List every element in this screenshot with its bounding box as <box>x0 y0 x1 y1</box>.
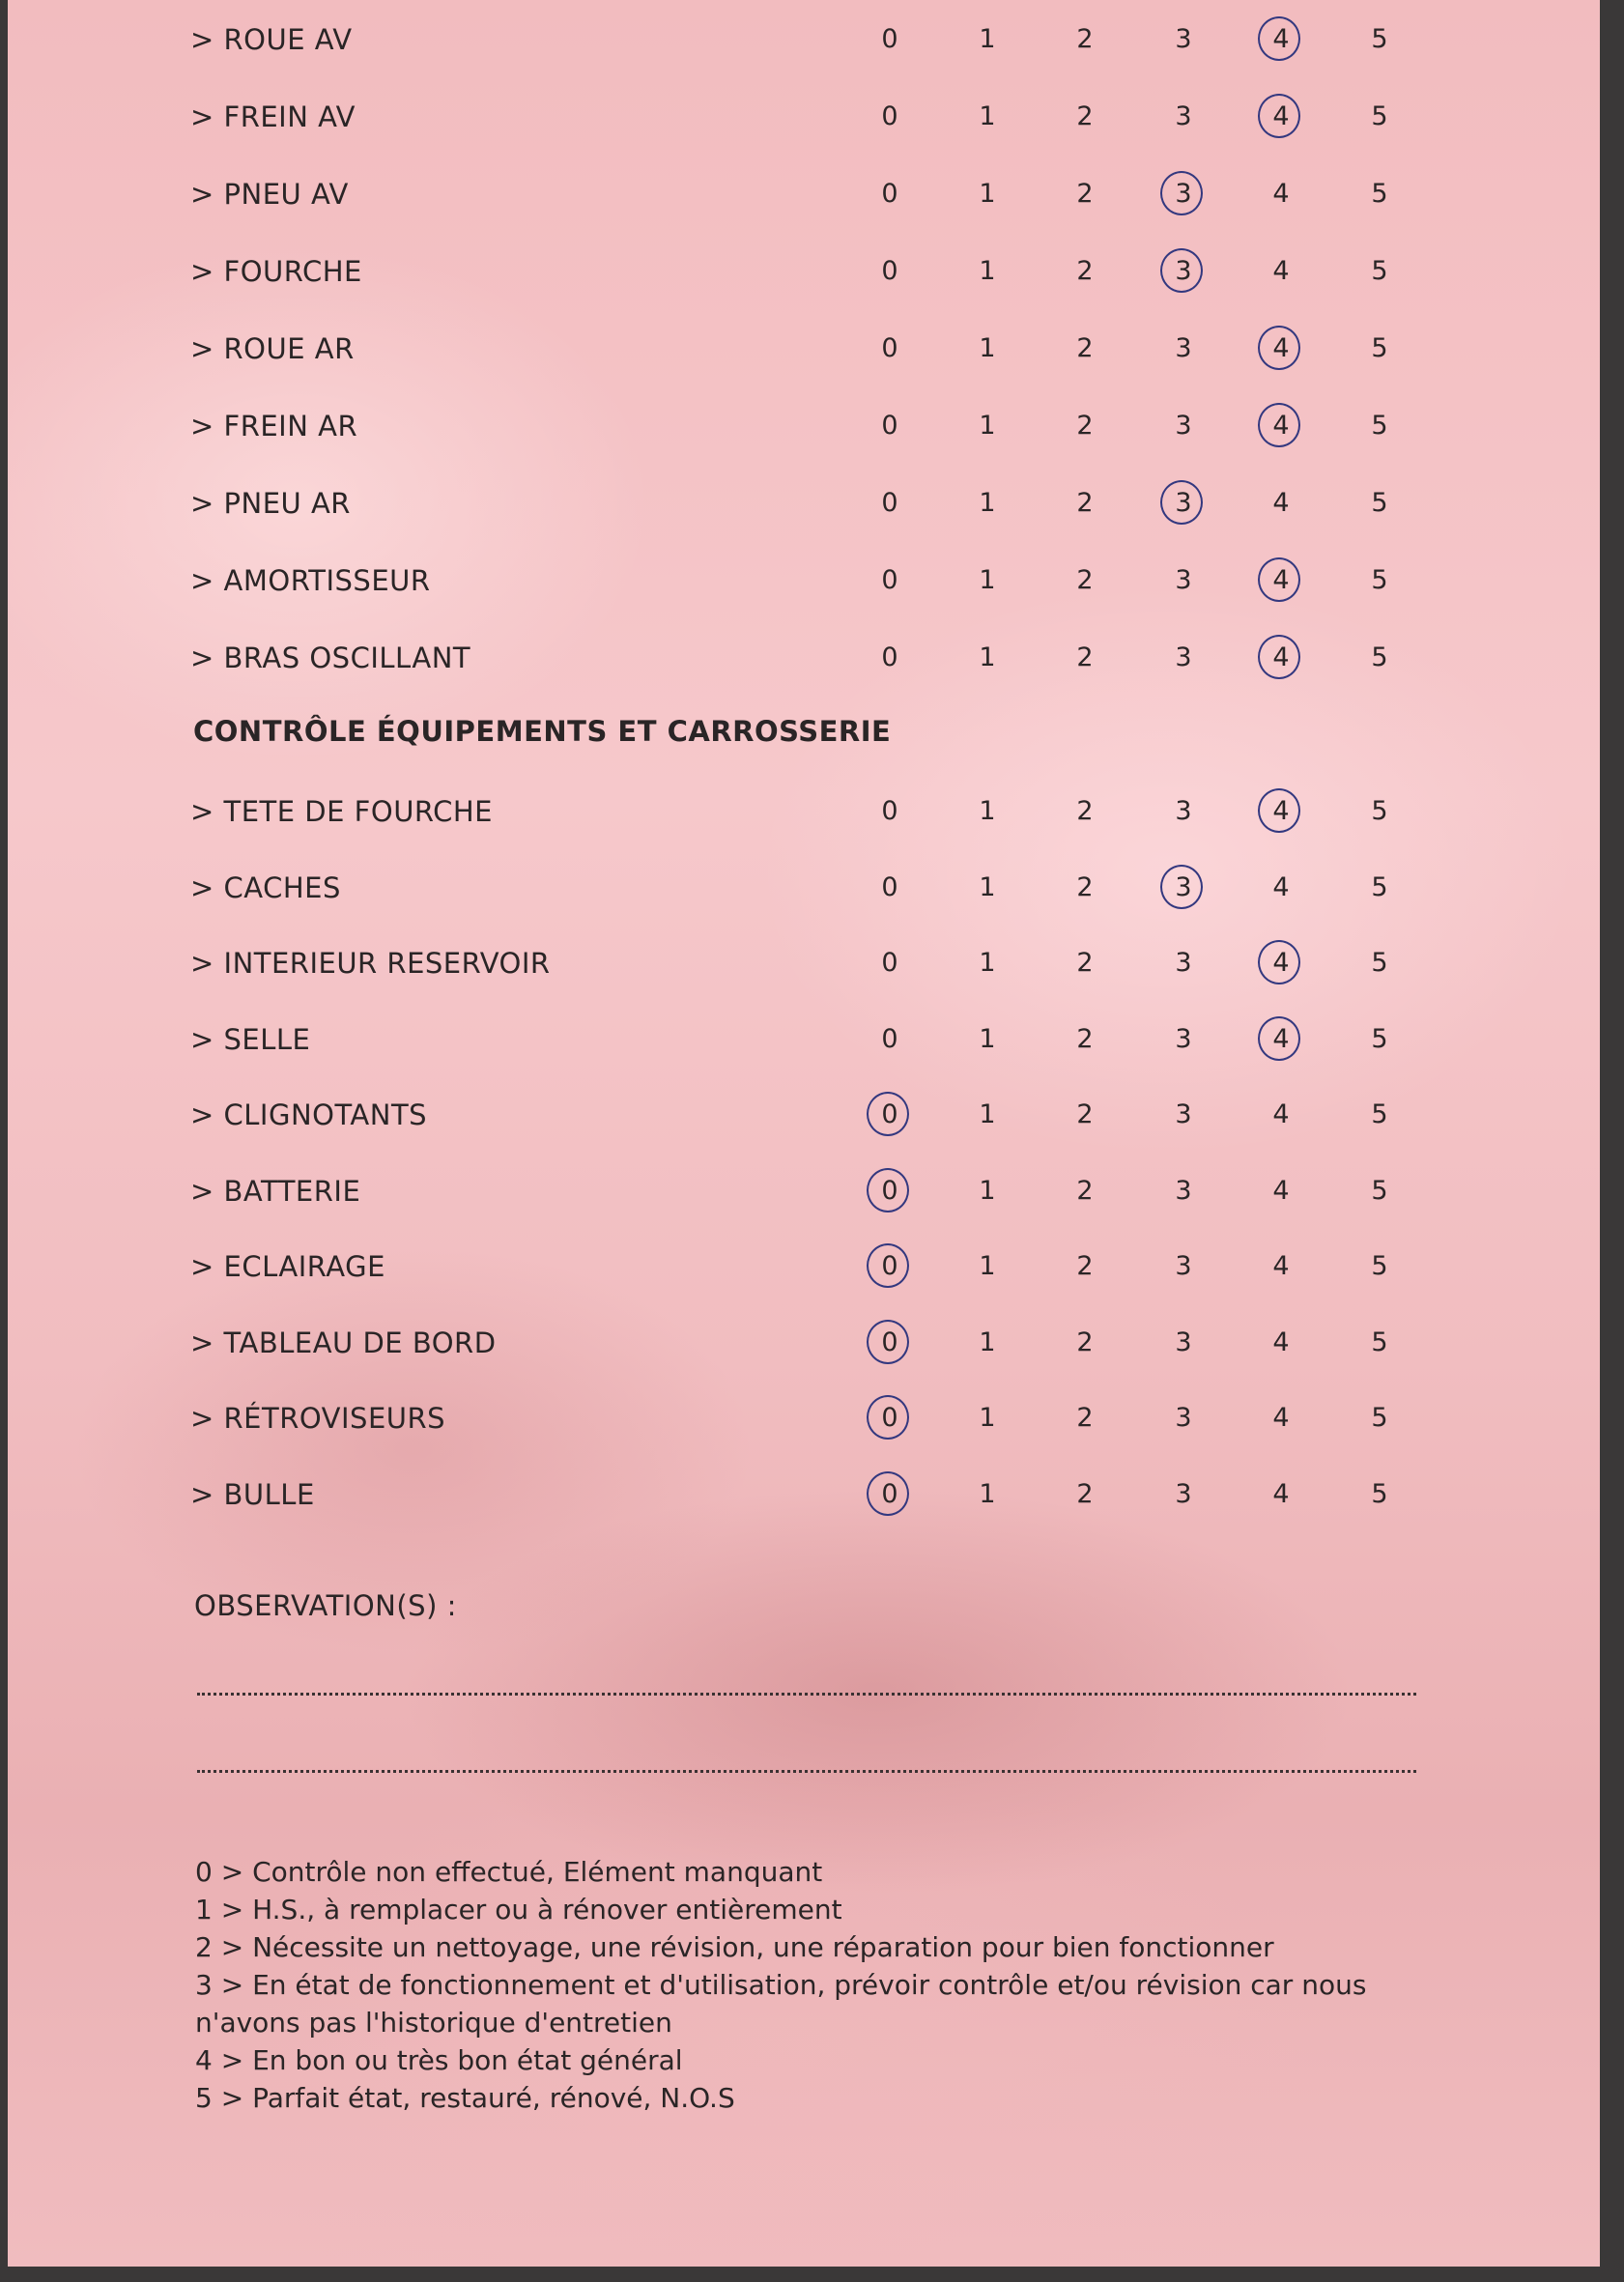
score-option[interactable]: 0 <box>881 796 898 826</box>
score-option-selected[interactable]: 4 <box>1262 409 1300 443</box>
score-option[interactable]: 0 <box>881 256 898 286</box>
score-option[interactable]: 5 <box>1371 948 1388 978</box>
score-option[interactable]: 0 <box>881 24 898 54</box>
score-option-selected[interactable]: 0 <box>870 1477 909 1512</box>
score-option[interactable]: 0 <box>881 488 898 518</box>
score-option[interactable]: 5 <box>1371 488 1388 518</box>
score-option[interactable]: 1 <box>979 1326 996 1357</box>
score-option-selected[interactable]: 4 <box>1262 1022 1300 1057</box>
score-option[interactable]: 2 <box>1076 871 1094 902</box>
score-option[interactable]: 4 <box>1272 179 1290 209</box>
legend-item-2: 2 > Nécessite un nettoyage, une révision, une réparation pour bien fonctionner <box>195 1931 1274 1963</box>
score-option[interactable]: 5 <box>1371 1175 1388 1206</box>
score-option[interactable]: 4 <box>1272 256 1290 286</box>
legend <box>195 1853 1432 2117</box>
score-option[interactable]: 1 <box>979 411 996 441</box>
score-option[interactable]: 1 <box>979 565 996 595</box>
score-option[interactable]: 2 <box>1076 565 1094 595</box>
score-option[interactable]: 1 <box>979 948 996 978</box>
rating-row <box>8 22 1600 71</box>
score-option[interactable]: 1 <box>979 1023 996 1054</box>
score-option-selected[interactable]: 4 <box>1262 794 1300 829</box>
rating-row <box>8 100 1600 148</box>
score-option[interactable]: 5 <box>1371 101 1388 131</box>
score-option[interactable]: 2 <box>1076 1326 1094 1357</box>
score-option[interactable]: 2 <box>1076 1403 1094 1433</box>
score-option[interactable]: 3 <box>1175 24 1192 54</box>
score-option[interactable]: 3 <box>1175 1175 1192 1206</box>
score-option-selected[interactable]: 3 <box>1164 870 1203 905</box>
score-option[interactable]: 3 <box>1175 565 1192 595</box>
score-option-selected[interactable]: 4 <box>1262 641 1300 675</box>
score-option[interactable]: 2 <box>1076 1023 1094 1054</box>
score-option[interactable]: 1 <box>979 1478 996 1509</box>
score-option-selected[interactable]: 4 <box>1262 946 1300 981</box>
score-option[interactable]: 2 <box>1076 488 1094 518</box>
score-option[interactable]: 3 <box>1175 948 1192 978</box>
score-option[interactable]: 0 <box>881 333 898 363</box>
score-option[interactable]: 4 <box>1272 488 1290 518</box>
score-option[interactable]: 2 <box>1076 1175 1094 1206</box>
section-title: CONTRÔLE ÉQUIPEMENTS ET CARROSSERIE <box>193 715 892 748</box>
row-label: > CACHES <box>190 870 341 904</box>
row-label: > BULLE <box>190 1477 315 1511</box>
score-option-selected[interactable]: 0 <box>870 1174 909 1209</box>
row-label: > FREIN AR <box>190 410 358 442</box>
score-option[interactable]: 1 <box>979 488 996 518</box>
row-label: > FOURCHE <box>190 255 362 288</box>
score-option-selected[interactable]: 4 <box>1262 563 1300 598</box>
score-option[interactable]: 4 <box>1272 1175 1290 1206</box>
score-option[interactable]: 4 <box>1272 1326 1290 1357</box>
score-option[interactable]: 1 <box>979 179 996 209</box>
rating-row <box>8 1174 1600 1222</box>
score-option[interactable]: 0 <box>881 179 898 209</box>
score-option[interactable]: 1 <box>979 1099 996 1129</box>
score-option[interactable]: 5 <box>1371 411 1388 441</box>
row-label: > TABLEAU DE BORD <box>190 1326 497 1359</box>
score-option[interactable]: 5 <box>1371 1326 1388 1357</box>
rating-row <box>8 1401 1600 1449</box>
rating-row <box>8 1022 1600 1070</box>
score-option[interactable]: 3 <box>1175 1478 1192 1509</box>
score-option[interactable]: 5 <box>1371 871 1388 902</box>
row-label: > AMORTISSEUR <box>190 564 431 597</box>
score-option[interactable]: 3 <box>1175 411 1192 441</box>
score-option[interactable]: 2 <box>1076 101 1094 131</box>
score-option[interactable]: 4 <box>1272 1403 1290 1433</box>
score-option[interactable]: 2 <box>1076 796 1094 826</box>
score-option-selected[interactable]: 4 <box>1262 331 1300 366</box>
score-option[interactable]: 1 <box>979 642 996 672</box>
score-option[interactable]: 2 <box>1076 411 1094 441</box>
score-option[interactable]: 3 <box>1175 796 1192 826</box>
score-option[interactable]: 5 <box>1371 642 1388 672</box>
score-option[interactable]: 5 <box>1371 1099 1388 1129</box>
rating-row <box>8 1249 1600 1298</box>
row-label: > ROUE AR <box>190 332 355 365</box>
score-option[interactable]: 2 <box>1076 24 1094 54</box>
score-option[interactable]: 0 <box>881 565 898 595</box>
observation-label: OBSERVATION(S) : <box>194 1589 457 1622</box>
score-option[interactable]: 0 <box>881 411 898 441</box>
row-label: > FREIN AV <box>190 100 356 133</box>
score-option[interactable]: 3 <box>1175 1099 1192 1129</box>
row-label: > RÉTROVISEURS <box>190 1402 446 1435</box>
score-option[interactable]: 5 <box>1371 796 1388 826</box>
score-option[interactable]: 4 <box>1272 871 1290 902</box>
score-option[interactable]: 3 <box>1175 1403 1192 1433</box>
legend-item-3: 3 > En état de fonctionnement et d'utilisation, prévoir contrôle et/ou révision car nous n'avons pas l'historique d'entretien <box>195 1969 1367 2039</box>
score-option-selected[interactable]: 3 <box>1164 254 1203 289</box>
row-label: > SELLE <box>190 1022 311 1056</box>
evaluation-sheet <box>8 0 1600 2267</box>
score-option[interactable]: 3 <box>1175 1023 1192 1054</box>
score-option[interactable]: 2 <box>1076 1251 1094 1281</box>
score-option-selected[interactable]: 3 <box>1164 486 1203 521</box>
rating-row <box>8 1477 1600 1526</box>
score-option[interactable]: 2 <box>1076 948 1094 978</box>
rating-row <box>8 486 1600 534</box>
score-option[interactable]: 3 <box>1175 1326 1192 1357</box>
score-option[interactable]: 1 <box>979 796 996 826</box>
score-option[interactable]: 2 <box>1076 642 1094 672</box>
rating-row <box>8 177 1600 225</box>
rating-row <box>8 331 1600 380</box>
rating-row <box>8 794 1600 842</box>
rating-row <box>8 641 1600 689</box>
score-option[interactable]: 1 <box>979 1175 996 1206</box>
legend-item-4: 4 > En bon ou très bon état général <box>195 2044 683 2076</box>
observation-line-1[interactable] <box>197 1693 1416 1696</box>
score-option[interactable]: 0 <box>881 871 898 902</box>
score-option[interactable]: 3 <box>1175 642 1192 672</box>
row-label: > BATTERIE <box>190 1174 361 1208</box>
score-option-selected[interactable]: 4 <box>1262 100 1300 134</box>
score-option[interactable]: 5 <box>1371 333 1388 363</box>
rating-row <box>8 946 1600 994</box>
score-option-selected[interactable]: 0 <box>870 1326 909 1360</box>
score-option[interactable]: 2 <box>1076 333 1094 363</box>
rating-row <box>8 1098 1600 1146</box>
score-option-selected[interactable]: 4 <box>1262 22 1300 57</box>
score-option[interactable]: 1 <box>979 101 996 131</box>
row-label: > INTERIEUR RESERVOIR <box>190 947 551 980</box>
score-option[interactable]: 4 <box>1272 1478 1290 1509</box>
score-option[interactable]: 5 <box>1371 1251 1388 1281</box>
score-option[interactable]: 2 <box>1076 179 1094 209</box>
row-label: > PNEU AR <box>190 487 351 520</box>
score-option[interactable]: 1 <box>979 333 996 363</box>
score-option[interactable]: 5 <box>1371 1403 1388 1433</box>
score-option-selected[interactable]: 0 <box>870 1401 909 1436</box>
score-option-selected[interactable]: 0 <box>870 1098 909 1132</box>
score-option[interactable]: 5 <box>1371 565 1388 595</box>
row-label: > PNEU AV <box>190 178 349 211</box>
rating-row <box>8 254 1600 302</box>
score-option[interactable]: 5 <box>1371 256 1388 286</box>
score-option[interactable]: 5 <box>1371 1478 1388 1509</box>
score-option[interactable]: 3 <box>1175 101 1192 131</box>
rating-row <box>8 563 1600 612</box>
observation-line-2[interactable] <box>197 1770 1416 1773</box>
legend-item-5: 5 > Parfait état, restauré, rénové, N.O.S <box>195 2082 735 2114</box>
rating-row <box>8 1326 1600 1374</box>
row-label: > ECLAIRAGE <box>190 1250 385 1283</box>
score-option[interactable]: 5 <box>1371 179 1388 209</box>
score-option[interactable]: 1 <box>979 871 996 902</box>
score-option[interactable]: 4 <box>1272 1099 1290 1129</box>
score-option[interactable]: 0 <box>881 1023 898 1054</box>
row-label: > CLIGNOTANTS <box>190 1098 428 1131</box>
row-label: > ROUE AV <box>190 23 353 56</box>
score-option[interactable]: 2 <box>1076 1099 1094 1129</box>
score-option[interactable]: 2 <box>1076 1478 1094 1509</box>
legend-item-0: 0 > Contrôle non effectué, Elément manquant <box>195 1856 823 1888</box>
score-option[interactable]: 0 <box>881 642 898 672</box>
row-label: > TETE DE FOURCHE <box>190 795 493 828</box>
score-option-selected[interactable]: 3 <box>1164 177 1203 212</box>
row-label: > BRAS OSCILLANT <box>190 642 471 674</box>
score-option[interactable]: 1 <box>979 256 996 286</box>
score-option[interactable]: 4 <box>1272 1251 1290 1281</box>
score-option[interactable]: 1 <box>979 1251 996 1281</box>
score-option[interactable]: 3 <box>1175 1251 1192 1281</box>
score-option[interactable]: 5 <box>1371 1023 1388 1054</box>
score-option[interactable]: 1 <box>979 1403 996 1433</box>
score-option[interactable]: 3 <box>1175 333 1192 363</box>
score-option[interactable]: 5 <box>1371 24 1388 54</box>
rating-row <box>8 870 1600 919</box>
score-option[interactable]: 2 <box>1076 256 1094 286</box>
score-option[interactable]: 1 <box>979 24 996 54</box>
legend-item-1: 1 > H.S., à remplacer ou à rénover entièrement <box>195 1894 842 1925</box>
rating-row <box>8 409 1600 457</box>
score-option[interactable]: 0 <box>881 101 898 131</box>
score-option-selected[interactable]: 0 <box>870 1249 909 1284</box>
score-option[interactable]: 0 <box>881 948 898 978</box>
